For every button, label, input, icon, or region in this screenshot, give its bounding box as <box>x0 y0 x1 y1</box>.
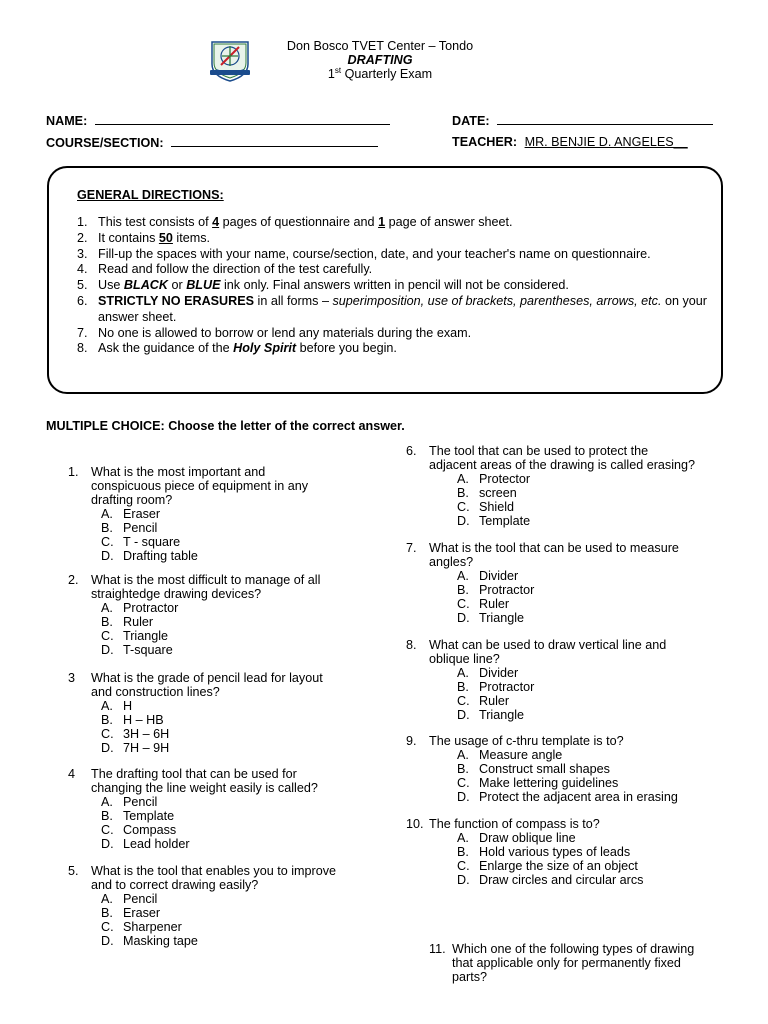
option-letter: D. <box>101 933 114 948</box>
option-text: Protect the adjacent area in erasing <box>479 789 678 804</box>
question-number: 9. <box>406 734 417 748</box>
question-text: What can be used to draw vertical line and oblique line? <box>429 638 667 666</box>
option-letter: B. <box>101 520 113 535</box>
question-text: What is the grade of pencil lead for layout and construction lines? <box>91 671 323 699</box>
option-letter: A. <box>457 569 469 583</box>
directions-title: GENERAL DIRECTIONS: <box>77 188 224 202</box>
option-letter: D. <box>457 610 470 625</box>
question-number: 1. <box>68 465 79 479</box>
option-text: Shield <box>479 499 515 514</box>
exam-header <box>200 39 560 81</box>
option-letter: C. <box>101 534 114 549</box>
option-text: Draw oblique line <box>479 831 576 845</box>
option-letter: A. <box>101 507 113 521</box>
option-text: H – HB <box>123 712 164 727</box>
multiple-choice-title: MULTIPLE CHOICE: Choose the letter of the correct answer. <box>46 419 405 433</box>
exam-number: 1 <box>327 67 335 81</box>
option-letter: D. <box>457 513 470 528</box>
option-letter: B. <box>457 761 469 776</box>
name-label: NAME: <box>46 114 88 128</box>
teacher-label: TEACHER: <box>452 135 518 149</box>
option-text: screen <box>479 485 517 500</box>
option-letter: D. <box>101 836 114 851</box>
direction-text: before you begin. <box>296 341 397 356</box>
option-text: 7H – 9H <box>123 740 170 755</box>
course-section-field[interactable] <box>46 135 378 150</box>
option-letter: D. <box>457 872 470 887</box>
direction-number: 3. <box>77 246 88 261</box>
option-text: Drafting table <box>123 548 198 563</box>
option-letter: B. <box>101 614 113 629</box>
course-section-blank[interactable] <box>171 135 378 147</box>
direction-text: items. <box>172 230 211 245</box>
option-text: Ruler <box>479 596 510 611</box>
option-letter: C. <box>457 858 470 873</box>
option-text: Ruler <box>123 614 154 629</box>
option-text: Eraser <box>123 905 161 920</box>
direction-text: pages of questionnaire and <box>219 215 379 229</box>
direction-item <box>77 278 707 294</box>
option-text: Make lettering guidelines <box>479 775 619 790</box>
question-text: The usage of c-thru template is to? <box>429 734 624 748</box>
option-letter: C. <box>101 822 114 837</box>
direction-number: 1. <box>77 215 88 229</box>
option-letter: A. <box>457 666 469 680</box>
question-number: 7. <box>406 541 417 555</box>
question-text: The function of compass is to? <box>429 817 600 831</box>
option-text: Masking tape <box>123 933 198 948</box>
direction-text: This test consists of <box>98 215 213 229</box>
option-letter: A. <box>457 472 469 486</box>
direction-item <box>77 294 707 326</box>
option-letter: C. <box>101 919 114 934</box>
option-letter: B. <box>101 905 113 920</box>
option-text: T - square <box>123 534 181 549</box>
option-letter: D. <box>101 642 114 657</box>
direction-number: 2. <box>77 230 88 245</box>
option-letter: B. <box>457 485 469 500</box>
directions-list <box>77 215 707 357</box>
question-number: 5. <box>68 864 79 878</box>
option-text: Divider <box>479 569 519 583</box>
option-text: Triangle <box>479 707 525 722</box>
option-letter: A. <box>101 795 113 809</box>
direction-item <box>77 262 707 278</box>
direction-text: Read and follow the direction of the test carefully. <box>98 262 373 277</box>
option-text: Template <box>479 513 531 528</box>
direction-number: 7. <box>77 325 88 340</box>
exam-title <box>200 67 560 81</box>
option-text: Measure angle <box>479 748 563 762</box>
question-text: The tool that can be used to protect the adjacent areas of the drawing is called erasing? <box>429 444 696 472</box>
direction-text: on your answer sheet. <box>98 293 707 324</box>
question-number: 8. <box>406 638 417 652</box>
direction-text: page of answer sheet. <box>385 215 513 229</box>
question-number: 6. <box>406 444 417 458</box>
name-field[interactable] <box>46 113 390 128</box>
subject-title: DRAFTING <box>347 53 413 67</box>
option-text: Triangle <box>123 628 169 643</box>
name-blank[interactable] <box>95 113 390 125</box>
option-letter: D. <box>101 548 114 563</box>
direction-item <box>77 326 707 342</box>
option-letter: B. <box>101 712 113 727</box>
question-text: What is the most important and conspicuous piece of equipment in any drafting room? <box>91 465 309 507</box>
date-blank[interactable] <box>497 113 713 125</box>
option-letter: B. <box>457 844 469 859</box>
direction-number: 4. <box>77 262 88 277</box>
ink-color-black: BLACK <box>123 278 168 293</box>
ink-color-blue: BLUE <box>186 278 221 293</box>
option-text: Pencil <box>123 795 158 809</box>
option-letter: A. <box>101 892 113 906</box>
question-text: What is the tool that can be used to measure angles? <box>429 541 679 569</box>
option-letter: C. <box>101 726 114 741</box>
option-letter: A. <box>101 699 113 713</box>
option-letter: D. <box>457 789 470 804</box>
option-letter: C. <box>457 596 470 611</box>
option-letter: D. <box>457 707 470 722</box>
direction-text: No one is allowed to borrow or lend any materials during the exam. <box>98 325 472 340</box>
option-text: Protractor <box>479 679 535 694</box>
option-text: Sharpener <box>123 919 182 934</box>
option-letter: C. <box>457 693 470 708</box>
no-erasures-emphasis: STRICTLY NO ERASURES <box>98 293 255 308</box>
question-text: What is the tool that enables you to improve and to correct drawing easily? <box>91 864 337 892</box>
question-text: Which one of the following types of drawing that applicable only for permanently fixed parts? <box>452 942 695 984</box>
direction-item <box>77 231 707 247</box>
option-text: Pencil <box>123 892 158 906</box>
option-text: Enlarge the size of an object <box>479 858 638 873</box>
option-text: Template <box>123 808 175 823</box>
option-text: 3H – 6H <box>123 726 170 741</box>
option-letter: C. <box>457 499 470 514</box>
teacher-name: MR. BENJIE D. ANGELES__ <box>524 135 688 149</box>
direction-text: ink only. Final answers written in pencil will not be considered. <box>220 278 569 293</box>
option-letter: A. <box>457 831 469 845</box>
exam-ordinal: st <box>334 66 342 75</box>
page-count: 4 <box>212 215 220 229</box>
question-number: 2. <box>68 573 79 587</box>
option-letter: B. <box>457 679 469 694</box>
direction-text: in all forms – <box>254 293 333 308</box>
option-text: Pencil <box>123 520 158 535</box>
school-name: Don Bosco TVET Center – Tondo <box>286 39 474 53</box>
direction-number: 5. <box>77 278 88 293</box>
option-text: Construct small shapes <box>479 761 610 776</box>
exam-label: Quarterly Exam <box>341 67 433 81</box>
option-text: Compass <box>123 822 177 837</box>
option-text: Lead holder <box>123 836 190 851</box>
direction-number: 8. <box>77 341 88 356</box>
option-text: Ruler <box>479 693 510 708</box>
option-letter: A. <box>101 601 113 615</box>
option-text: Hold various types of leads <box>479 844 631 859</box>
answer-sheet-count: 1 <box>378 215 386 229</box>
option-letter: B. <box>101 808 113 823</box>
direction-number: 6. <box>77 293 88 308</box>
erasure-examples: superimposition, use of brackets, parentheses, arrows, etc. <box>332 293 662 308</box>
question-number: 4 <box>68 767 76 781</box>
option-text: Protector <box>479 472 531 486</box>
option-letter: C. <box>457 775 470 790</box>
teacher-field <box>452 135 688 149</box>
option-letter: B. <box>457 582 469 597</box>
option-text: Triangle <box>479 610 525 625</box>
course-section-label: COURSE/SECTION: <box>46 136 164 150</box>
option-text: H <box>123 699 133 713</box>
direction-text: Use <box>98 278 124 293</box>
direction-item <box>77 247 707 263</box>
option-text: Protractor <box>479 582 535 597</box>
question-number: 10. <box>406 817 424 831</box>
direction-text: Fill-up the spaces with your name, course/section, date, and your teacher's name on questionnaire. <box>98 246 651 261</box>
direction-text: It contains <box>98 230 159 245</box>
option-text: Protractor <box>123 601 179 615</box>
question-number: 3 <box>68 671 76 685</box>
option-text: Draw circles and circular arcs <box>479 872 644 887</box>
option-letter: C. <box>101 628 114 643</box>
option-text: Divider <box>479 666 519 680</box>
question-text: What is the most difficult to manage of all straightedge drawing devices? <box>91 573 321 601</box>
date-field[interactable] <box>452 113 713 128</box>
question-text: The drafting tool that can be used for changing the line weight easily is called? <box>91 767 318 795</box>
date-label: DATE: <box>452 114 490 128</box>
holy-spirit-emphasis: Holy Spirit <box>233 341 297 356</box>
direction-item <box>77 215 707 231</box>
question-number: 11. <box>429 942 446 956</box>
item-count: 50 <box>158 230 173 245</box>
direction-text: Ask the guidance of the <box>98 341 234 356</box>
option-letter: D. <box>101 740 114 755</box>
option-text: T-square <box>123 642 173 657</box>
direction-text: or <box>167 278 187 293</box>
option-text: Eraser <box>123 507 161 521</box>
option-letter: A. <box>457 748 469 762</box>
direction-item <box>77 341 707 357</box>
